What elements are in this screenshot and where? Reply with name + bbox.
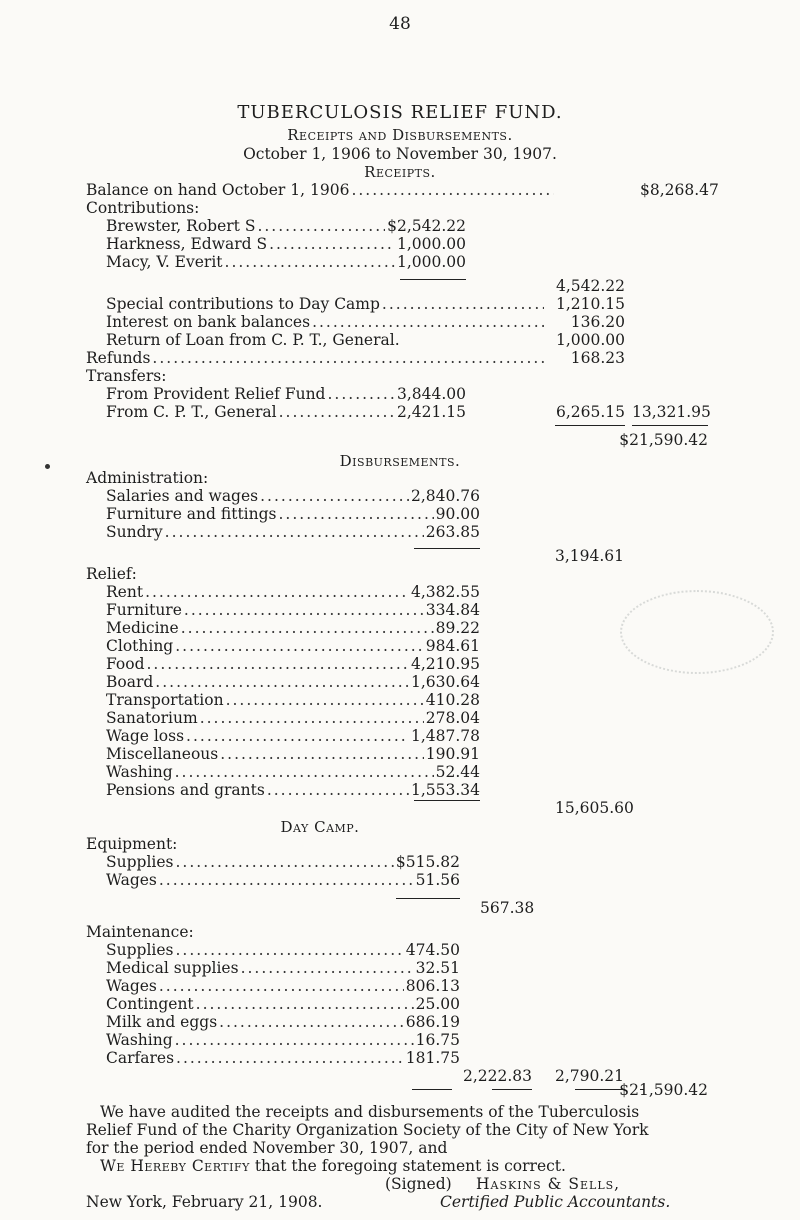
equipment-total: 567.38	[480, 899, 535, 917]
line-item-row	[106, 1032, 460, 1049]
page-subtitle: Receipts and Disbursements.	[287, 126, 513, 144]
line-item-amount: 474.50	[405, 941, 460, 959]
transfer-row: From C. P. T., General ..... 2,421.15	[106, 404, 466, 421]
line-item-label: Washing	[106, 1031, 173, 1049]
line-item-label: Food	[106, 655, 145, 673]
line-item-label: Washing	[106, 763, 173, 781]
receipt-amount: 1,000.00	[555, 331, 625, 349]
line-item-row	[106, 638, 480, 655]
receipt-row: Special contributions to Day Camp .....	[106, 296, 546, 313]
line-item-label: Wage loss	[106, 727, 185, 745]
line-item-amount: 806.13	[405, 977, 460, 995]
subtotal-rule	[414, 548, 480, 549]
line-item-amount: 190.91	[425, 745, 480, 763]
line-item-row	[106, 942, 460, 959]
relief-label: Relief:	[86, 565, 137, 583]
line-item-label: Milk and eggs	[106, 1013, 218, 1031]
contribution-row: Macy, V. Everit ..... 1,000.00	[106, 254, 466, 271]
administration-total: 3,194.61	[555, 547, 625, 565]
line-item-row	[106, 764, 480, 781]
line-item-row	[106, 710, 480, 727]
line-item-label: Contingent	[106, 995, 194, 1013]
subtotal-rule	[414, 800, 480, 801]
line-item-amount: 984.61	[425, 637, 480, 655]
audit-text-line: We have audited the receipts and disbursements of the Tuberculosis	[100, 1103, 640, 1121]
line-item-amount: 1,630.64	[410, 673, 480, 691]
line-item-row	[106, 728, 480, 745]
line-item-label: Carfares	[106, 1049, 175, 1067]
maintenance-label: Maintenance:	[86, 923, 194, 941]
line-item-row	[106, 1050, 460, 1067]
paper-speck	[45, 464, 50, 469]
line-item-amount: 52.44	[435, 763, 480, 781]
signatory: Haskins & Sells,	[476, 1175, 621, 1193]
receipt-row-label: Return of Loan from C. P. T., General.	[106, 331, 400, 349]
receipt-row: Interest on bank balances .....	[106, 314, 546, 331]
total-rule	[412, 1089, 452, 1090]
certify-rest: that the foregoing statement is correct.	[254, 1157, 566, 1175]
contribution-row: Harkness, Edward S ..... 1,000.00	[106, 236, 466, 253]
page-title: TUBERCULOSIS RELIEF FUND.	[237, 102, 563, 123]
line-item-row	[106, 674, 480, 691]
line-item-amount: 32.51	[415, 959, 460, 977]
receipt-amount: 168.23	[570, 349, 625, 367]
line-item-label: Rent	[106, 583, 144, 601]
line-item-amount: 278.04	[425, 709, 480, 727]
line-item-amount: 1,553.34	[410, 781, 480, 799]
receipt-amount: 1,210.15	[555, 295, 625, 313]
line-item-label: Pensions and grants	[106, 781, 265, 799]
line-item-row	[106, 1014, 460, 1031]
receipt-amount: 136.20	[570, 313, 625, 331]
equipment-label: Equipment:	[86, 835, 178, 853]
audit-text-line: Relief Fund of the Charity Organization Society of the City of New York	[86, 1121, 649, 1139]
disbursements-grand-total: $21,590.42	[619, 1081, 708, 1099]
day-camp-row: Wages ..... 51.56	[106, 872, 460, 889]
signatory-title: Certified Public Accountants.	[440, 1193, 671, 1211]
transfers-subtotal: 6,265.15	[555, 403, 625, 421]
disbursements-heading: Disbursements.	[339, 452, 461, 470]
line-item-label: Miscellaneous	[106, 745, 219, 763]
paper-stain	[620, 590, 774, 674]
disbursement-row: Salaries and wages ..... 2,840.76	[106, 488, 480, 505]
contribution-row: Brewster, Robert S ..... $2,542.22	[106, 218, 466, 235]
subtotal-rule	[632, 425, 708, 426]
line-item-row	[106, 692, 480, 709]
day-camp-row: Supplies ..... $515.82	[106, 854, 460, 871]
line-item-row	[106, 620, 480, 637]
line-item-amount: 1,487.78	[410, 727, 480, 745]
disbursement-row: Sundry ..... 263.85	[106, 524, 480, 541]
line-item-label: Board	[106, 673, 154, 691]
line-item-label: Supplies	[106, 941, 174, 959]
line-item-label: Sanatorium	[106, 709, 198, 727]
line-item-amount: 4,382.55	[410, 583, 480, 601]
subtotal-rule	[555, 425, 625, 426]
administration-label: Administration:	[86, 469, 209, 487]
balance-row	[86, 182, 556, 199]
day-camp-heading: Day Camp.	[280, 818, 360, 836]
audit-text-line: for the period ended November 30, 1907, and	[86, 1139, 448, 1157]
report-period: October 1, 1906 to November 30, 1907.	[243, 145, 557, 163]
total-rule	[492, 1089, 532, 1090]
line-item-row	[106, 996, 460, 1013]
line-item-amount: 686.19	[405, 1013, 460, 1031]
contributions-subtotal: 4,542.22	[555, 277, 625, 295]
line-item-amount: 25.00	[415, 995, 460, 1013]
balance-label: Balance on hand October 1, 1906	[86, 181, 350, 199]
day-camp-total: 2,790.21	[554, 1067, 624, 1085]
line-item-label: Medicine	[106, 619, 179, 637]
subtotal-rule	[396, 898, 460, 899]
line-item-row	[106, 602, 480, 619]
balance-total: $8,268.47	[640, 181, 719, 199]
line-item-label: Transportation	[106, 691, 224, 709]
line-item-label: Furniture	[106, 601, 182, 619]
line-item-label: Medical supplies	[106, 959, 239, 977]
page-number: 48	[389, 14, 411, 34]
line-item-amount: 89.22	[435, 619, 480, 637]
receipts-heading: Receipts.	[364, 163, 436, 181]
receipts-subtotal: 13,321.95	[632, 403, 711, 421]
line-item-amount: 4,210.95	[410, 655, 480, 673]
certify-statement	[100, 1158, 566, 1175]
subtotal-rule	[400, 279, 466, 280]
line-item-row	[106, 960, 460, 977]
transfer-row: From Provident Relief Fund ..... 3,844.00	[106, 386, 466, 403]
line-item-label: Wages	[106, 977, 157, 995]
transfers-label: Transfers:	[86, 367, 167, 385]
line-item-row	[106, 584, 480, 601]
line-item-row	[106, 656, 480, 673]
maintenance-total: 2,222.83	[462, 1067, 532, 1085]
contributions-label: Contributions:	[86, 199, 200, 217]
line-item-row	[106, 978, 460, 995]
line-item-label: Clothing	[106, 637, 174, 655]
relief-total: 15,605.60	[555, 799, 634, 817]
line-item-amount: 334.84	[425, 601, 480, 619]
place-date: New York, February 21, 1908.	[86, 1193, 323, 1211]
receipt-row: Refunds .....	[86, 350, 546, 367]
line-item-row	[106, 782, 480, 799]
certify-lead: We Hereby Certify	[100, 1157, 250, 1175]
line-item-amount: 410.28	[425, 691, 480, 709]
signed-label: (Signed)	[385, 1175, 452, 1193]
receipts-grand-total: $21,590.42	[619, 431, 708, 449]
disbursement-row: Furniture and fittings ..... 90.00	[106, 506, 480, 523]
line-item-row	[106, 746, 480, 763]
line-item-amount: 181.75	[405, 1049, 460, 1067]
line-item-amount: 16.75	[415, 1031, 460, 1049]
